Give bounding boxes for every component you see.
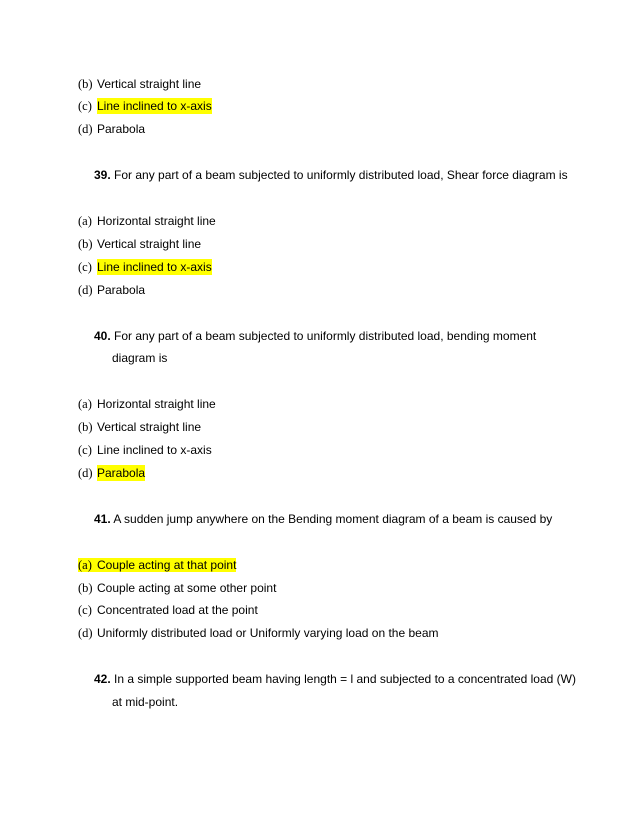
question-number: 41. [94,512,111,526]
option-letter: (a) [78,558,92,572]
option-41-b [78,580,276,596]
option-41-d [78,625,439,641]
option-letter: (a) [78,214,92,228]
option-letter: (d) [78,283,93,297]
option-text: Horizontal straight line [97,214,216,228]
option-40-b [78,419,201,435]
question-40 [94,328,536,344]
option-text: Parabola [97,122,146,136]
question-39 [94,167,568,183]
option-39-b [78,236,201,252]
option-text: Vertical straight line [97,77,202,91]
option-highlighted [78,558,236,572]
option-letter: (d) [78,626,93,640]
option-letter: (c) [78,603,92,617]
option-text: Couple acting at that point [97,558,237,572]
option-39-a [78,213,216,229]
question-text: For any part of a beam subjected to uniformly distributed load, bending moment [110,329,537,343]
question-text-continued: diagram is [112,351,168,365]
option-39-c [78,259,212,275]
option-41-a [78,557,236,573]
question-text-continued: at mid-point. [112,695,179,709]
option-40-c [78,442,212,458]
question-text: For any part of a beam subjected to uniformly distributed load, Shear force diagram is [110,168,568,182]
option-40-a [78,396,216,412]
option-text: Couple acting at some other point [97,581,277,595]
option-38-c [78,98,212,114]
option-letter: (a) [78,397,92,411]
option-text-highlighted: Parabola [97,466,146,480]
option-41-c [78,602,258,618]
option-40-d [78,465,145,481]
option-text: Vertical straight line [97,420,202,434]
option-38-b [78,76,201,92]
option-text: Concentrated load at the point [97,603,258,617]
option-letter: (c) [78,99,92,113]
option-38-d [78,121,145,137]
option-letter: (b) [78,77,93,91]
option-letter: (c) [78,260,92,274]
question-42-line2 [112,694,178,710]
option-letter: (b) [78,420,93,434]
question-number: 42. [94,672,111,686]
option-39-d [78,282,145,298]
option-text: Parabola [97,283,146,297]
question-number: 40. [94,329,111,343]
option-text: Vertical straight line [97,237,202,251]
option-letter: (b) [78,237,93,251]
option-text-highlighted: Line inclined to x-axis [97,260,212,274]
option-text: Uniformly distributed load or Uniformly varying load on the beam [97,626,439,640]
question-42 [94,671,576,687]
option-text: Line inclined to x-axis [97,443,212,457]
question-text: A sudden jump anywhere on the Bending moment diagram of a beam is caused by [110,512,553,526]
question-number: 39. [94,168,111,182]
option-letter: (b) [78,581,93,595]
option-text-highlighted: Line inclined to x-axis [97,99,212,113]
question-text: In a simple supported beam having length = l and subjected to a concentrated load (W) [110,672,576,686]
question-41 [94,511,552,527]
question-40-line2 [112,350,167,366]
option-text: Horizontal straight line [97,397,216,411]
option-letter: (d) [78,122,93,136]
option-letter: (c) [78,443,92,457]
option-letter: (d) [78,466,93,480]
